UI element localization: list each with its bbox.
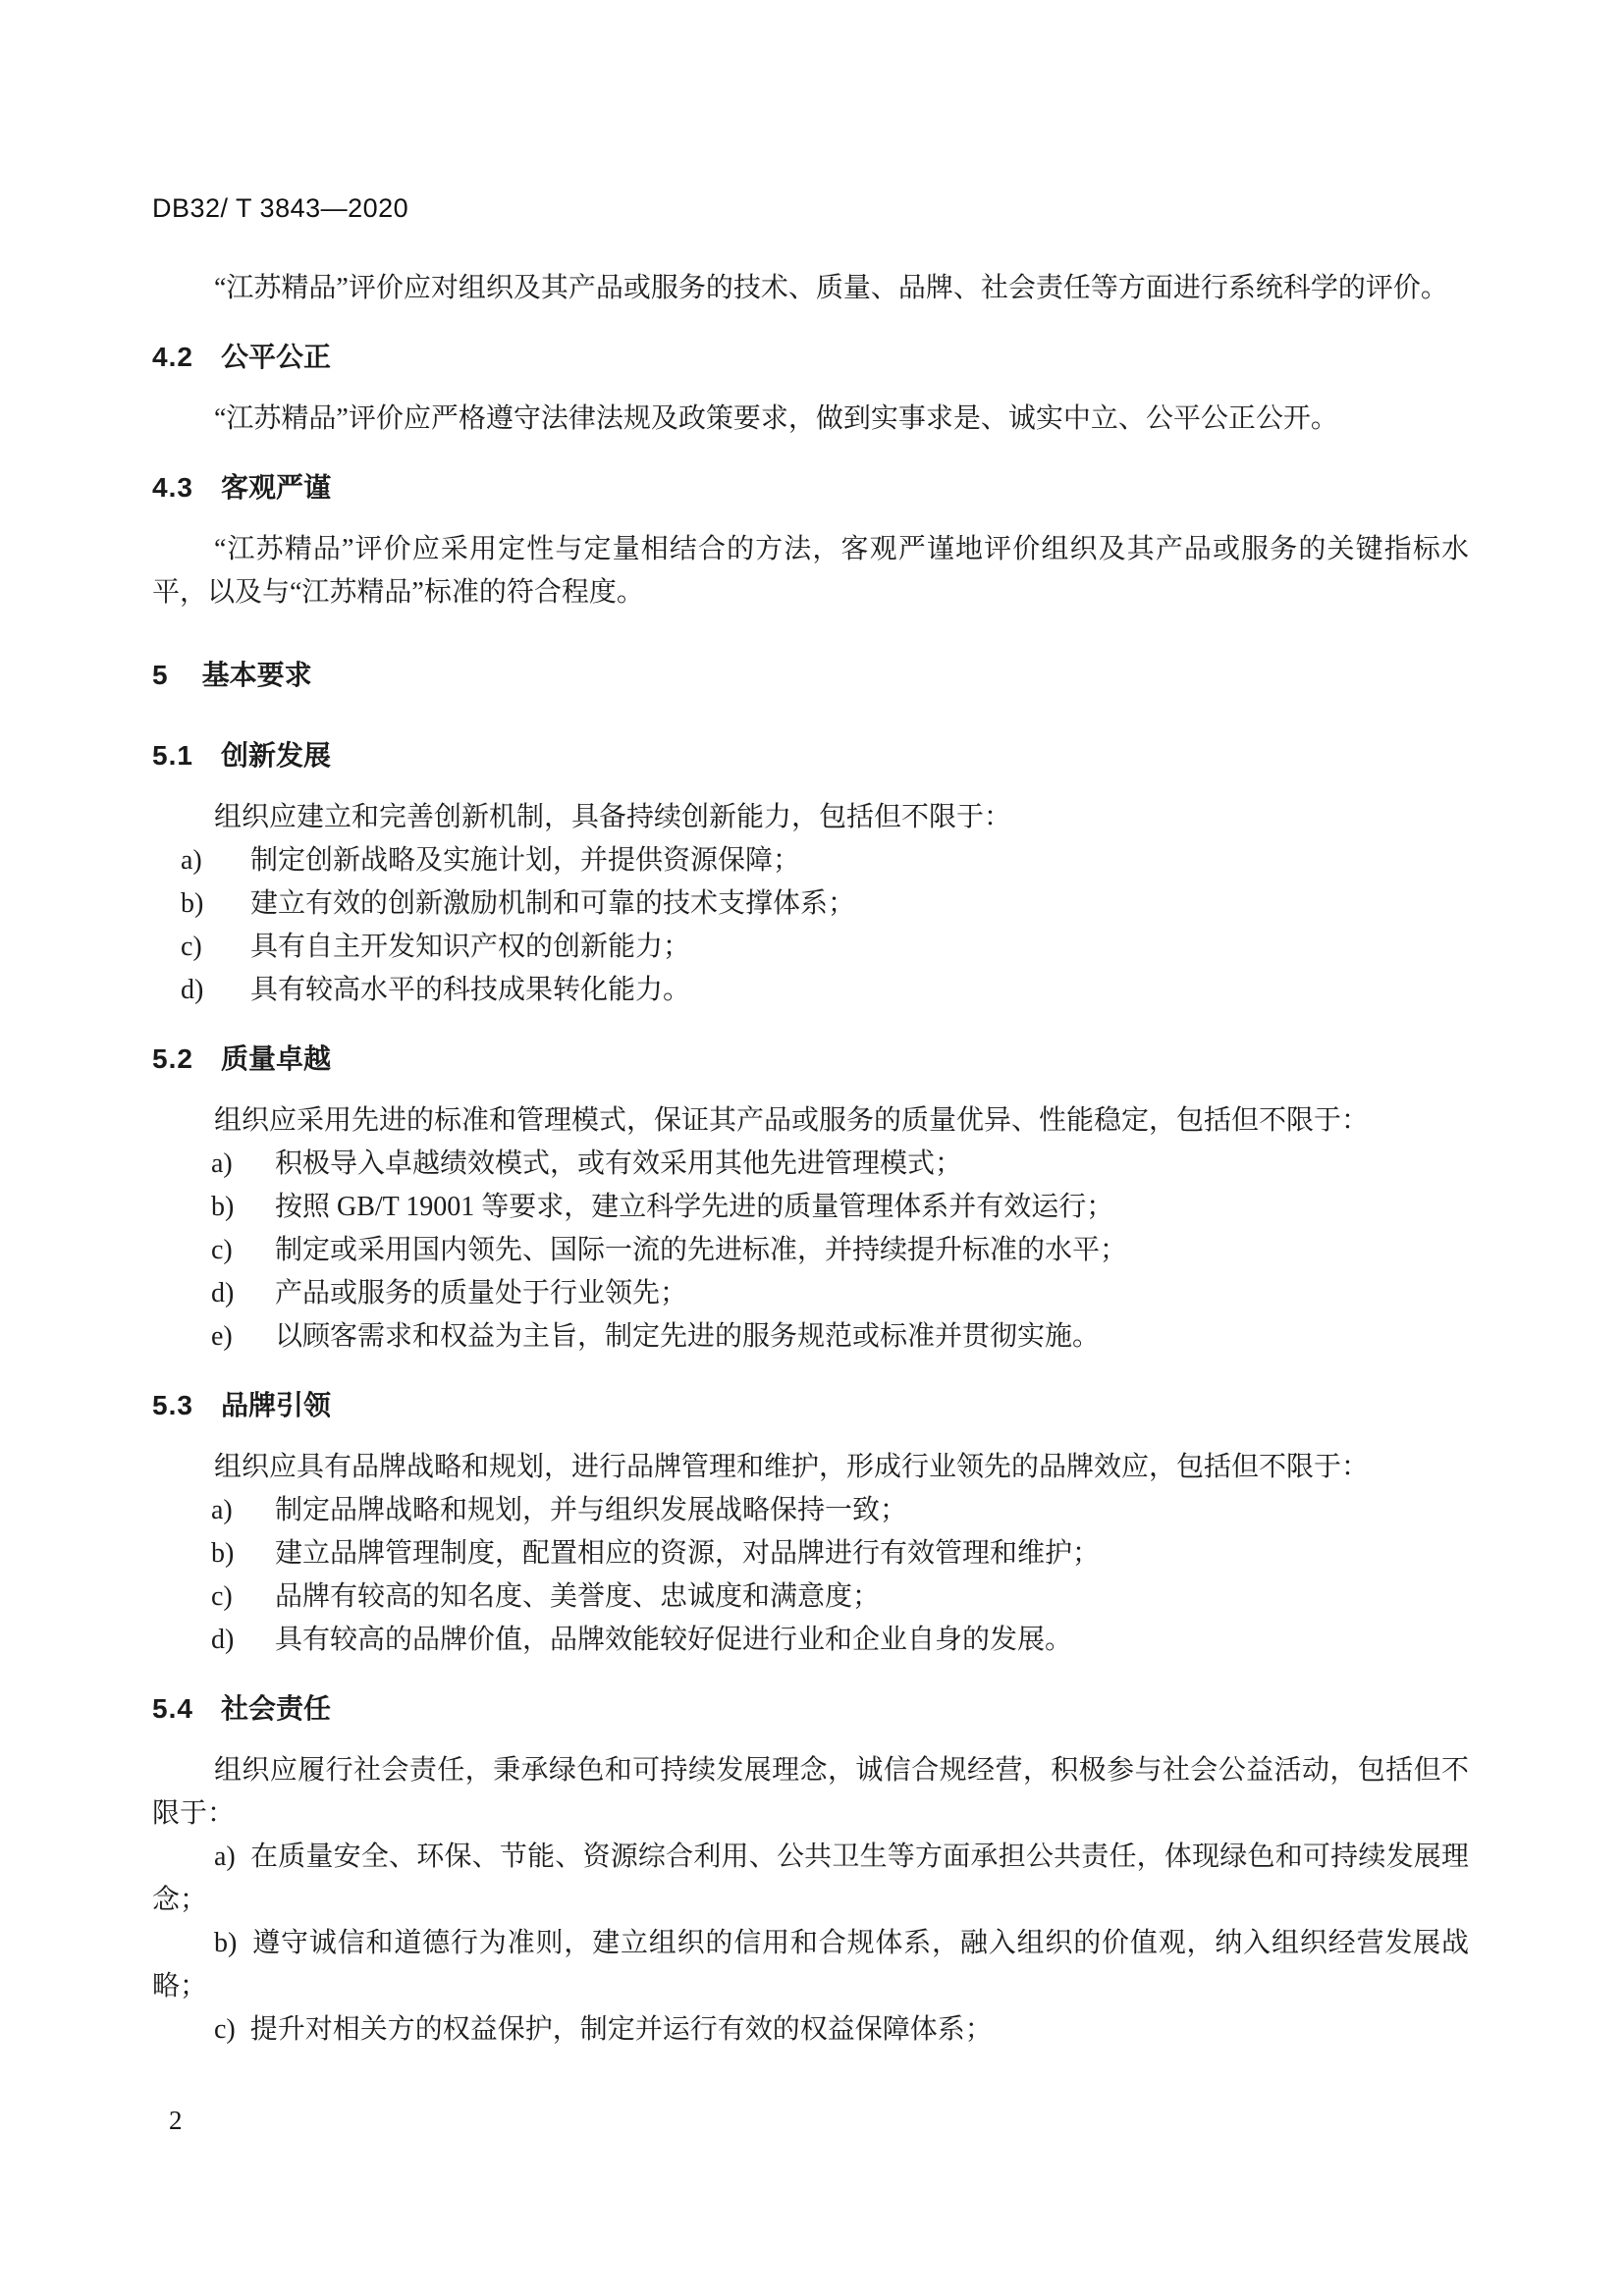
list-item <box>152 1489 1469 1532</box>
paragraph: 组织应建立和完善创新机制，具备持续创新能力，包括但不限于： <box>214 802 1012 832</box>
heading-title: 品牌引领 <box>220 1390 331 1420</box>
clause-heading <box>152 1687 1469 1731</box>
list-item <box>152 882 1469 926</box>
list-marker: b) <box>181 888 204 919</box>
list-item-text: 提升对相关方的权益保护，制定并运行有效的权益保障体系； <box>249 2014 993 2045</box>
list-item-text: 遵守诚信和道德行为准则，建立组织的信用和合规体系，融入组织的价值观，纳入组织经营发展战略； <box>152 1928 1469 2002</box>
list-item-text: 建立有效的创新激励机制和可靠的技术支撑体系； <box>250 888 856 919</box>
document-number-header: DB32/ T 3843—2020 <box>152 193 409 223</box>
heading-title: 质量卓越 <box>220 1043 331 1074</box>
list-item <box>152 1575 1469 1619</box>
list-item <box>152 1619 1469 1662</box>
paragraph: 组织应履行社会责任，秉承绿色和可持续发展理念，诚信合规经营，积极参与社会公益活动，包括但不限于： <box>152 1755 1469 1829</box>
list-marker: a) <box>211 1495 233 1525</box>
clause-list <box>152 839 1469 1012</box>
list-marker: d) <box>211 1278 235 1308</box>
list-item <box>152 1922 1469 2008</box>
list-marker: c) <box>211 1235 233 1265</box>
chapter-heading <box>152 654 1469 697</box>
list-item <box>152 1272 1469 1315</box>
list-item-text: 具有自主开发知识产权的创新能力； <box>250 932 691 962</box>
list-item <box>152 1229 1469 1272</box>
paragraph: “江苏精品”评价应对组织及其产品或服务的技术、质量、品牌、社会责任等方面进行系统科学的评价。 <box>214 273 1448 303</box>
list-item-text: 在质量安全、环保、节能、资源综合利用、公共卫生等方面承担公共责任，体现绿色和可持续发展理念； <box>152 1842 1469 1915</box>
heading-title: 创新发展 <box>220 740 331 771</box>
list-marker: d) <box>181 975 204 1005</box>
clause-heading <box>152 1384 1469 1427</box>
list-item-text: 具有较高水平的科技成果转化能力。 <box>250 975 691 1005</box>
list-item <box>152 1143 1469 1186</box>
list-item <box>152 1315 1469 1359</box>
list-item <box>152 1186 1469 1229</box>
heading-number: 4.3 <box>152 472 193 503</box>
paragraph: 组织应采用先进的标准和管理模式，保证其产品或服务的质量优异、性能稳定，包括但不限于： <box>214 1105 1370 1136</box>
clause-list <box>152 1836 1469 2052</box>
heading-number: 5.4 <box>152 1693 193 1724</box>
list-item-text: 品牌有较高的知名度、美誉度、忠诚度和满意度； <box>275 1581 881 1612</box>
clause-list <box>152 1489 1469 1662</box>
clause-list <box>152 1143 1469 1359</box>
list-marker: e) <box>211 1321 233 1352</box>
heading-number: 5.1 <box>152 740 193 771</box>
list-marker: c) <box>214 2014 236 2045</box>
clause-heading <box>152 336 1469 379</box>
list-item-text: 积极导入卓越绩效模式，或有效采用其他先进管理模式； <box>275 1148 963 1179</box>
list-marker: a) <box>214 1842 236 1872</box>
list-marker: a) <box>181 845 202 876</box>
list-item-text: 建立品牌管理制度，配置相应的资源，对品牌进行有效管理和维护； <box>275 1538 1101 1569</box>
list-item-text: 产品或服务的质量处于行业领先； <box>275 1278 688 1308</box>
heading-title: 社会责任 <box>220 1693 331 1724</box>
page-number: 2 <box>169 2106 183 2135</box>
list-item <box>152 839 1469 882</box>
list-marker: c) <box>181 932 202 962</box>
heading-title: 基本要求 <box>201 660 312 690</box>
clause-heading <box>152 1038 1469 1081</box>
list-item-text: 制定品牌战略和规划，并与组织发展战略保持一致； <box>275 1495 908 1525</box>
list-item <box>152 926 1469 969</box>
document-content <box>152 267 1469 2052</box>
heading-title: 客观严谨 <box>220 472 331 503</box>
paragraph: “江苏精品”评价应严格遵守法律法规及政策要求，做到实事求是、诚实中立、公平公正公开。 <box>214 403 1338 434</box>
list-item <box>152 2008 1469 2052</box>
list-item <box>152 1836 1469 1922</box>
clause-heading <box>152 466 1469 509</box>
paragraph: “江苏精品”评价应采用定性与定量相结合的方法，客观严谨地评价组织及其产品或服务的关键指标水平，以及与“江苏精品”标准的符合程度。 <box>152 534 1469 608</box>
list-item-text: 具有较高的品牌价值，品牌效能较好促进行业和企业自身的发展。 <box>275 1625 1073 1655</box>
list-marker: b) <box>211 1192 235 1222</box>
list-item-text: 按照 GB/T 19001 等要求，建立科学先进的质量管理体系并有效运行； <box>275 1192 1114 1222</box>
list-marker: a) <box>211 1148 233 1179</box>
heading-number: 5.3 <box>152 1390 193 1420</box>
list-item-text: 制定创新战略及实施计划，并提供资源保障； <box>250 845 801 876</box>
list-item-text: 制定或采用国内领先、国际一流的先进标准，并持续提升标准的水平； <box>275 1235 1128 1265</box>
heading-number: 4.2 <box>152 342 193 372</box>
heading-number: 5 <box>152 660 169 690</box>
paragraph: 组织应具有品牌战略和规划，进行品牌管理和维护，形成行业领先的品牌效应，包括但不限于： <box>214 1452 1370 1482</box>
list-marker: c) <box>211 1581 233 1612</box>
list-item <box>152 1532 1469 1575</box>
clause-heading <box>152 734 1469 777</box>
list-marker: d) <box>211 1625 235 1655</box>
list-item <box>152 969 1469 1012</box>
list-item-text: 以顾客需求和权益为主旨，制定先进的服务规范或标准并贯彻实施。 <box>275 1321 1101 1352</box>
list-marker: b) <box>214 1928 238 1958</box>
heading-title: 公平公正 <box>220 342 331 372</box>
list-marker: b) <box>211 1538 235 1569</box>
heading-number: 5.2 <box>152 1043 193 1074</box>
